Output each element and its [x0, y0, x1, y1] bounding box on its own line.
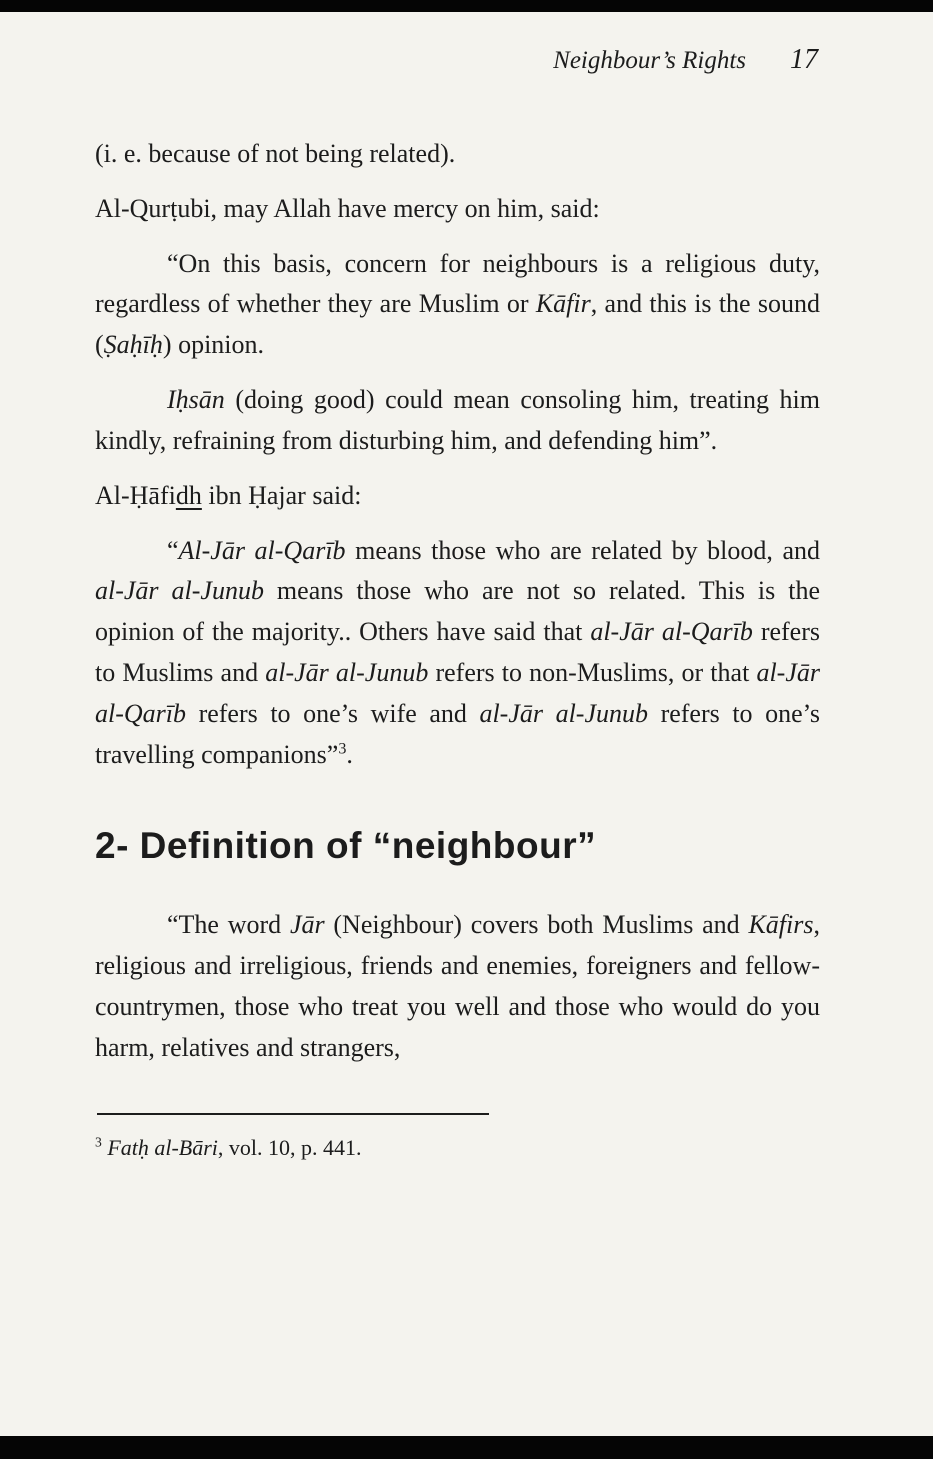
text-run: ) opinion.	[162, 330, 265, 360]
text-run: Iḥsān	[167, 385, 225, 415]
text-run: al-Jār al-Junub	[265, 657, 429, 687]
footnote-text	[95, 1131, 820, 1164]
text-run: al-Jār al-Qarīb	[590, 617, 753, 647]
text-run: al-Jār al-Junub	[95, 576, 264, 606]
running-header-title: Neighbour’s Rights	[553, 47, 746, 74]
text-run: Kāfirs	[748, 910, 814, 940]
scan-artifact-bottom-bar	[0, 1436, 933, 1459]
text-run: al-Jār al-Qarīb	[95, 657, 820, 728]
text-run: Kāfir	[535, 289, 591, 319]
text-run: “The word	[167, 910, 290, 940]
text-run: refers to non-Muslims, or that	[428, 657, 757, 687]
text-run: Al-Ḥāfi	[95, 480, 176, 510]
paragraph-hafidh-intro	[95, 476, 820, 517]
text-run: Ṣaḥīḥ	[103, 330, 163, 360]
page-header	[95, 44, 820, 76]
paragraph-hafidh-quote	[95, 531, 820, 776]
section-heading: 2- Definition of “neighbour”	[95, 825, 597, 867]
text-run: , religious and irreligious, friends and enemies, foreigners and fellow-countrymen, those who treat you well and those who would do you harm, relatives and strangers,	[95, 910, 820, 1062]
scan-artifact-top-bar	[0, 0, 933, 12]
text-run: , vol. 10, p. 441.	[217, 1134, 362, 1160]
text-run: ibn Ḥajar said:	[201, 480, 362, 510]
text-run: dh	[175, 480, 202, 510]
text-run: Al-Jār al-Qarīb	[178, 535, 346, 565]
text-run: .	[346, 739, 353, 769]
text-run: means those who are related by blood, and	[345, 535, 821, 565]
text-run: “On this basis, concern for neighbours is a religious duty, regardless of whether they are Muslim or	[95, 248, 820, 319]
text-run: 3	[95, 1134, 102, 1150]
text-run: “	[167, 535, 179, 565]
text-run: refers to Muslims and	[95, 617, 820, 687]
footnote-divider	[97, 1113, 489, 1115]
text-run: Fatḥ al-Bāri	[107, 1134, 218, 1160]
text-run: 3	[338, 739, 347, 757]
text-run: (doing good) could mean consoling him, treating him kindly, refraining from disturbing him, and defending him”.	[95, 385, 820, 455]
paragraph-related-note	[95, 134, 820, 175]
text-run: refers to one’s travelling companions”	[95, 698, 820, 769]
paragraph-qurtubi-quote-1	[95, 244, 820, 366]
text-run: al-Jār al-Junub	[479, 698, 648, 728]
text-run: refers to one’s wife and	[186, 698, 480, 728]
paragraph-qurtubi-quote-2	[95, 380, 820, 462]
paragraph-definition-quote	[95, 905, 820, 1068]
text-run: means those who are not so related. This is the opinion of the majority.. Others have said that	[95, 576, 820, 647]
text-run: Jār	[289, 910, 325, 940]
page-number: 17	[790, 44, 818, 75]
text-run: (i. e. because of not being related).	[95, 139, 456, 168]
text-run: Al-Qurṭubi, may Allah have mercy on him, said:	[95, 193, 600, 223]
text-run: , and this is the sound (	[95, 289, 820, 360]
paragraph-qurtubi-intro	[95, 189, 820, 230]
text-run: (Neighbour) covers both Muslims and	[324, 910, 749, 940]
